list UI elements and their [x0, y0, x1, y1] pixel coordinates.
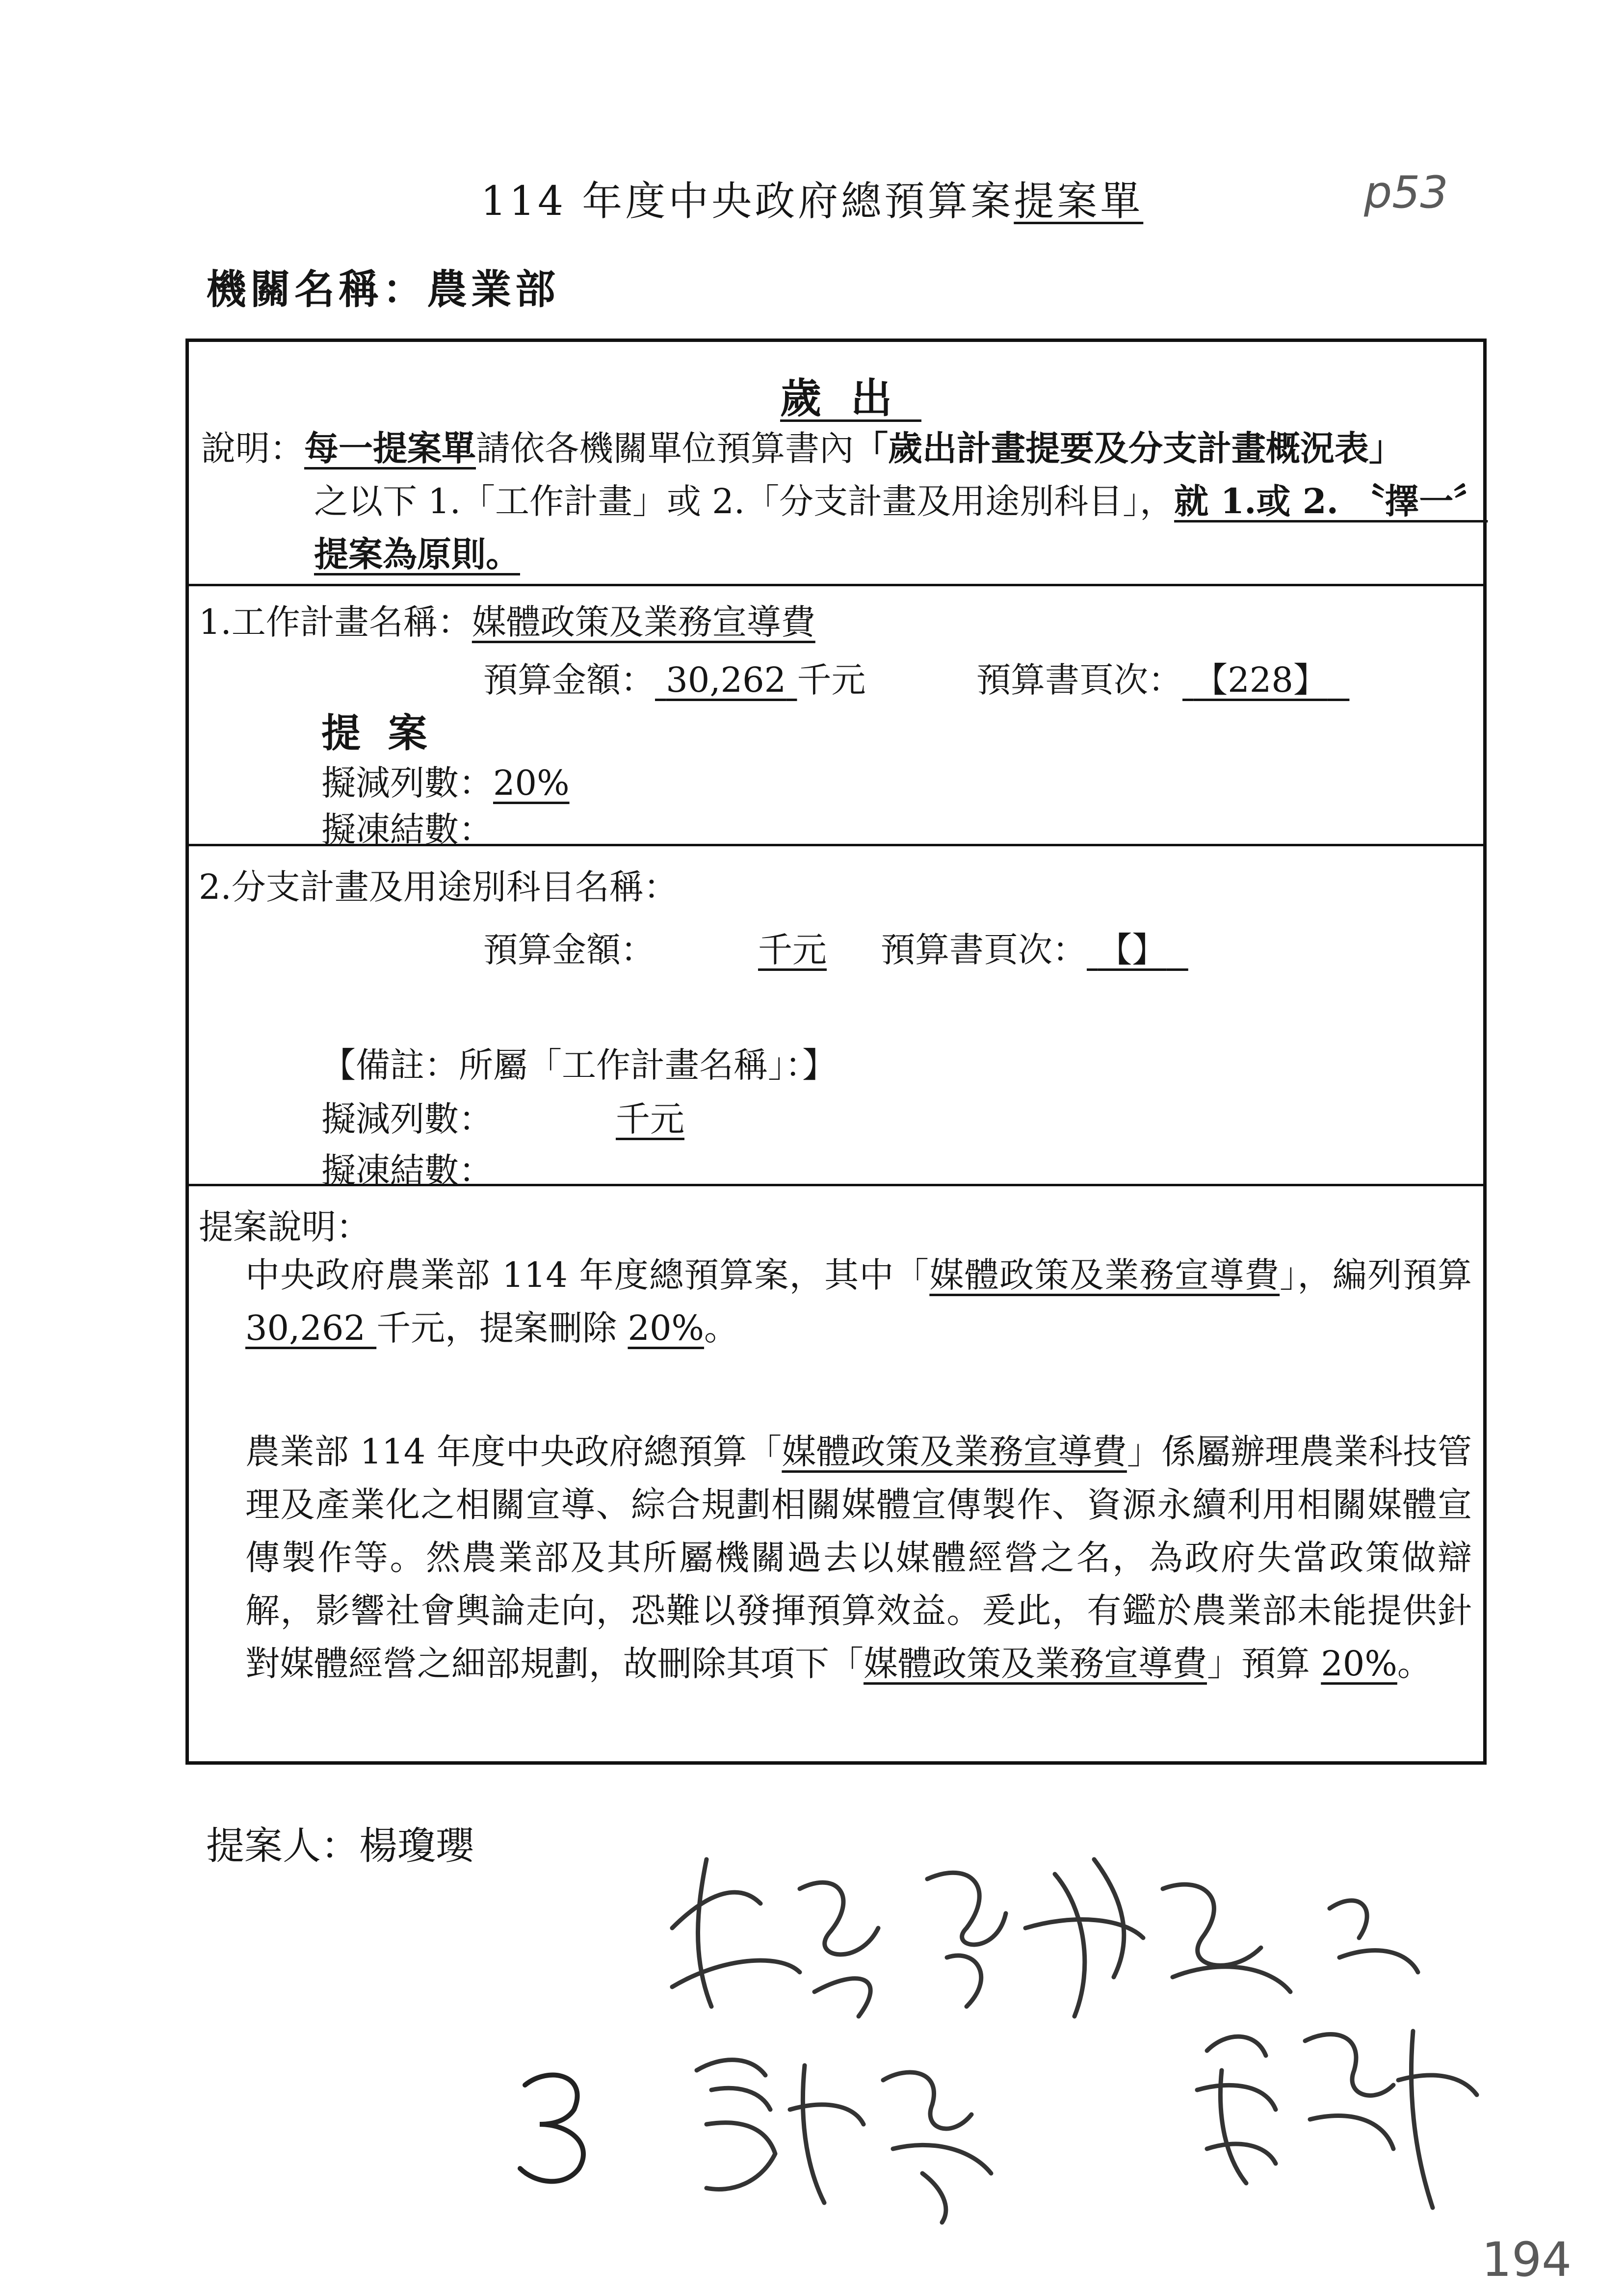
work-plan-freeze: 擬凍結數：	[321, 809, 493, 850]
instructions-line-1: 說明：每一提案單請依各機關單位預算書內「歲出計畫提要及分支計畫概況表」	[201, 428, 1403, 469]
explanation-paragraph-2: 農業部 114 年度中央政府總預算「媒體政策及業務宣導費」係屬辦理農業科技管理及產業化之相關宣導、綜合規劃相關媒體宣傳製作、資源永續利用相關媒體宣傳製作等。然農業部及其所屬機關過去以媒體經營之名，為政府失當政策做辯解，影響社會輿論走向，恐難以發揮預算效益。爰此，有鑑於農業部未能提供針對媒體經營之細部規劃，故刪除其項下「媒體政策及業務宣導費」預算 20%。	[245, 1432, 1472, 1684]
page-title: 114 年度中央政府總預算案提案單	[480, 178, 1144, 225]
handwritten-number-image	[505, 2061, 603, 2188]
agency-line: 機關名稱：農業部	[206, 266, 560, 313]
work-plan-reduce: 擬減列數：20%	[321, 763, 570, 803]
page-mark: p53	[1364, 167, 1448, 218]
work-plan-budget: 預算金額： 30,262 千元	[483, 660, 866, 700]
sub-plan-budget: 預算金額： 千元	[483, 930, 827, 970]
handwritten-page-number: 194	[1482, 2232, 1572, 2287]
section-heading: 歲出	[780, 374, 922, 422]
work-plan-name: 1.工作計畫名稱：媒體政策及業務宣導費	[199, 602, 815, 642]
sub-plan-reduce: 擬減列數： 千元	[321, 1099, 684, 1139]
proposer-line: 提案人：楊瓊瓔	[206, 1824, 474, 1868]
sub-plan-note: 【備註：所屬「工作計畫名稱」：】	[321, 1045, 837, 1085]
explanation-label: 提案說明：	[199, 1207, 370, 1247]
signature-3-image	[1178, 1972, 1492, 2227]
instructions-line-3: 提案為原則。	[314, 534, 520, 574]
signature-2-image	[677, 2026, 1030, 2237]
work-plan-page: 預算書頁次： 【228】	[976, 660, 1328, 700]
divider-1	[185, 584, 1487, 586]
instructions-line-2: 之以下 1.「工作計畫」或 2.「分支計畫及用途別科目」，就 1.或 2. 〝擇一〞	[314, 481, 1488, 522]
proposal-heading: 提 案	[321, 710, 427, 756]
sub-plan-name: 2.分支計畫及用途別科目名稱：	[199, 867, 678, 907]
explanation-paragraph-1: 中央政府農業部 114 年度總預算案，其中「媒體政策及業務宣導費」，編列預算 30,262 千元，提案刪除 20%。	[245, 1255, 1472, 1348]
sub-plan-page: 預算書頁次： 【】	[881, 930, 1167, 970]
handwritten-number: 3	[510, 2193, 522, 2213]
sub-plan-freeze: 擬凍結數：	[321, 1150, 493, 1191]
